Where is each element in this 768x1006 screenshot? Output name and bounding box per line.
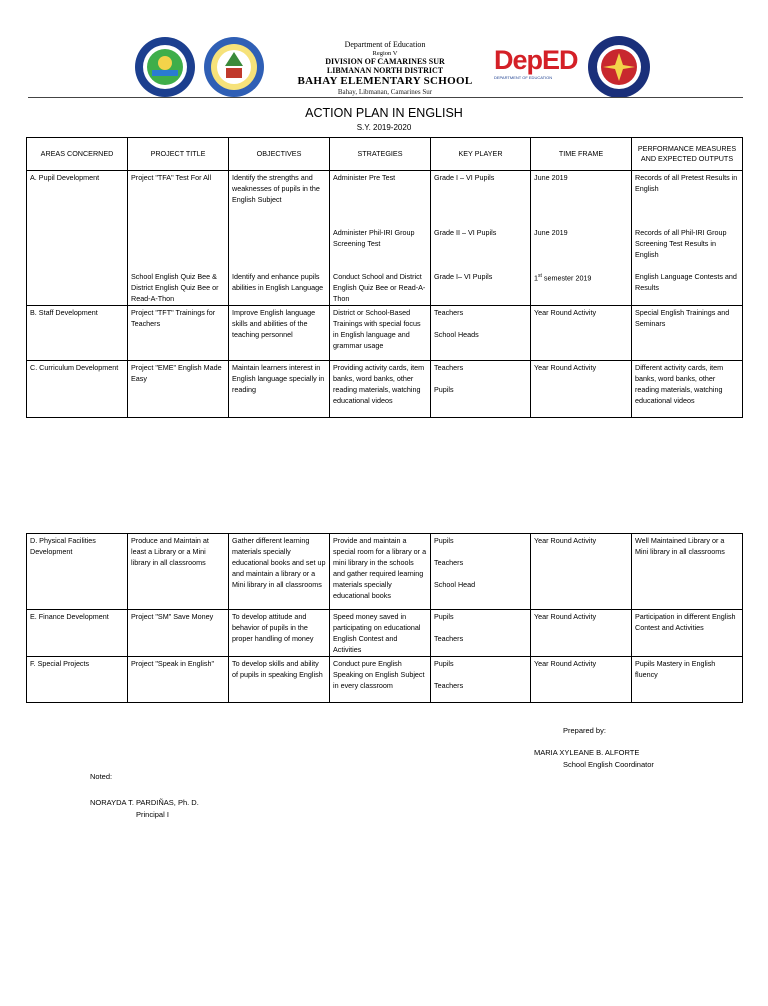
- time-frame-cell: Year Round Activity: [531, 610, 632, 657]
- key-player-cell: Teachers Pupils: [431, 361, 531, 418]
- strategies-cell: Administer Pre Test Administer Phil-IRI Group Screening Test Conduct School and District English Quiz Bee or Read-A-Thon: [330, 171, 431, 306]
- time-frame-cell: Year Round Activity: [531, 361, 632, 418]
- strategies-cell: Conduct pure English Speaking on English Subject in every classroom: [330, 657, 431, 703]
- kagawaran-ng-edukasyon-seal: [587, 35, 651, 99]
- objectives-cell: To develop skills and ability of pupils in speaking English: [229, 657, 330, 703]
- table-row: [27, 171, 743, 306]
- libmanan-north-district-seal: [134, 36, 196, 98]
- col-header-project: PROJECT TITLE: [128, 138, 229, 171]
- outputs-cell: Participation in different English Contest and Activities: [632, 610, 743, 657]
- time-frame-cell: Year Round Activity: [531, 534, 632, 610]
- area-cell: A. Pupil Development: [27, 171, 128, 306]
- outputs-cell: Special English Trainings and Seminars: [632, 306, 743, 361]
- region-line: Region V: [372, 50, 398, 57]
- outputs-cell: Different activity cards, item banks, word banks, other reading materials, watching educational videos: [632, 361, 743, 418]
- key-player-cell: Pupils Teachers: [431, 610, 531, 657]
- table-row: [27, 610, 743, 657]
- col-header-time-frame: TIME FRAME: [531, 138, 632, 171]
- table-header-row: [27, 138, 743, 171]
- table-row: [27, 306, 743, 361]
- time-frame-cell: Year Round Activity: [531, 306, 632, 361]
- area-cell: F. Special Projects: [27, 657, 128, 703]
- time-frame-cell: June 2019 June 2019 1st semester 2019: [531, 171, 632, 306]
- outputs-cell: Well Maintained Library or a Mini library in all classrooms: [632, 534, 743, 610]
- area-cell: E. Finance Development: [27, 610, 128, 657]
- table-row: [27, 534, 743, 610]
- objectives-cell: Identify the strengths and weaknesses of pupils in the English Subject Identify and enhance pupils abilities in English Language: [229, 171, 330, 306]
- strategies-cell: District or School-Based Trainings with special focus in English language and grammar usage: [330, 306, 431, 361]
- noter-name: NORAYDA T. PARDIÑAS, Ph. D.: [90, 798, 199, 807]
- header-divider: [28, 97, 743, 98]
- key-player-cell: Pupils Teachers School Head: [431, 534, 531, 610]
- project-cell: Project "TFT" Trainings for Teachers: [128, 306, 229, 361]
- objectives-cell: Improve English language skills and abilities of the teaching personnel: [229, 306, 330, 361]
- outputs-cell: Pupils Mastery in English fluency: [632, 657, 743, 703]
- preparer-name: MARIA XYLEANE B. ALFORTE: [534, 748, 640, 757]
- department-line: Department of Education: [344, 40, 426, 49]
- deped-subtext: DEPARTMENT OF EDUCATION: [494, 75, 553, 80]
- col-header-objectives: OBJECTIVES: [229, 138, 330, 171]
- strategies-cell: Providing activity cards, item banks, word banks, other reading materials, watching educational videos: [330, 361, 431, 418]
- prepared-by-label: Prepared by:: [563, 726, 606, 735]
- project-cell: Project "Speak in English": [128, 657, 229, 703]
- school-address: Bahay, Libmanan, Camarines Sur: [337, 88, 433, 96]
- col-header-areas: AREAS CONCERNED: [27, 138, 128, 171]
- noter-title: Principal I: [136, 810, 169, 819]
- project-cell: Produce and Maintain at least a Library or a Mini library in all classrooms: [128, 534, 229, 610]
- action-plan-table: [26, 137, 743, 418]
- objectives-cell: Gather different learning materials specially educational books and set up and maintain a library or a Mini library in all classrooms: [229, 534, 330, 610]
- school-name: BAHAY ELEMENTARY SCHOOL: [297, 75, 473, 87]
- table-row: [27, 657, 743, 703]
- project-cell: Project "EME" English Made Easy: [128, 361, 229, 418]
- area-cell: C. Curriculum Development: [27, 361, 128, 418]
- noted-label: Noted:: [90, 772, 113, 781]
- table-row: [27, 361, 743, 418]
- strategies-cell: Speed money saved in participating on educational English Contest and Activities: [330, 610, 431, 657]
- strategies-cell: Provide and maintain a special room for a library or a mini library in the schools and gather required learning materials specially educational books: [330, 534, 431, 610]
- page-title: ACTION PLAN IN ENGLISH: [305, 106, 463, 120]
- key-player-cell: Pupils Teachers: [431, 657, 531, 703]
- district-line: LIBMANAN NORTH DISTRICT: [326, 66, 444, 75]
- objectives-cell: Maintain learners interest in English language specially in reading: [229, 361, 330, 418]
- col-header-outputs: PERFORMANCE MEASURES AND EXPECTED OUTPUTS: [632, 138, 743, 171]
- deped-wordmark: DepED: [494, 45, 578, 75]
- division-line: DIVISION OF CAMARINES SUR: [325, 57, 445, 66]
- area-cell: D. Physical Facilities Development: [27, 534, 128, 610]
- outputs-cell: Records of all Pretest Results in English Records of all Phil-IRI Group Screening Test Results in English English Language Contests and Results: [632, 171, 743, 306]
- action-plan-table-continued: [26, 533, 743, 703]
- project-cell: Project "SM" Save Money: [128, 610, 229, 657]
- time-frame-cell: Year Round Activity: [531, 657, 632, 703]
- project-cell: Project "TFA" Test For All School English Quiz Bee & District English Quiz Bee or Read-A-Thon: [128, 171, 229, 306]
- col-header-strategies: STRATEGIES: [330, 138, 431, 171]
- objectives-cell: To develop attitude and behavior of pupils in the proper handling of money: [229, 610, 330, 657]
- school-year: S.Y. 2019-2020: [356, 123, 412, 132]
- col-header-key-player: KEY PLAYER: [431, 138, 531, 171]
- key-player-cell: Teachers School Heads: [431, 306, 531, 361]
- key-player-cell: Grade I – VI Pupils Grade II – VI Pupils Grade I– VI Pupils: [431, 171, 531, 306]
- area-cell: B. Staff Development: [27, 306, 128, 361]
- preparer-title: School English Coordinator: [563, 760, 654, 769]
